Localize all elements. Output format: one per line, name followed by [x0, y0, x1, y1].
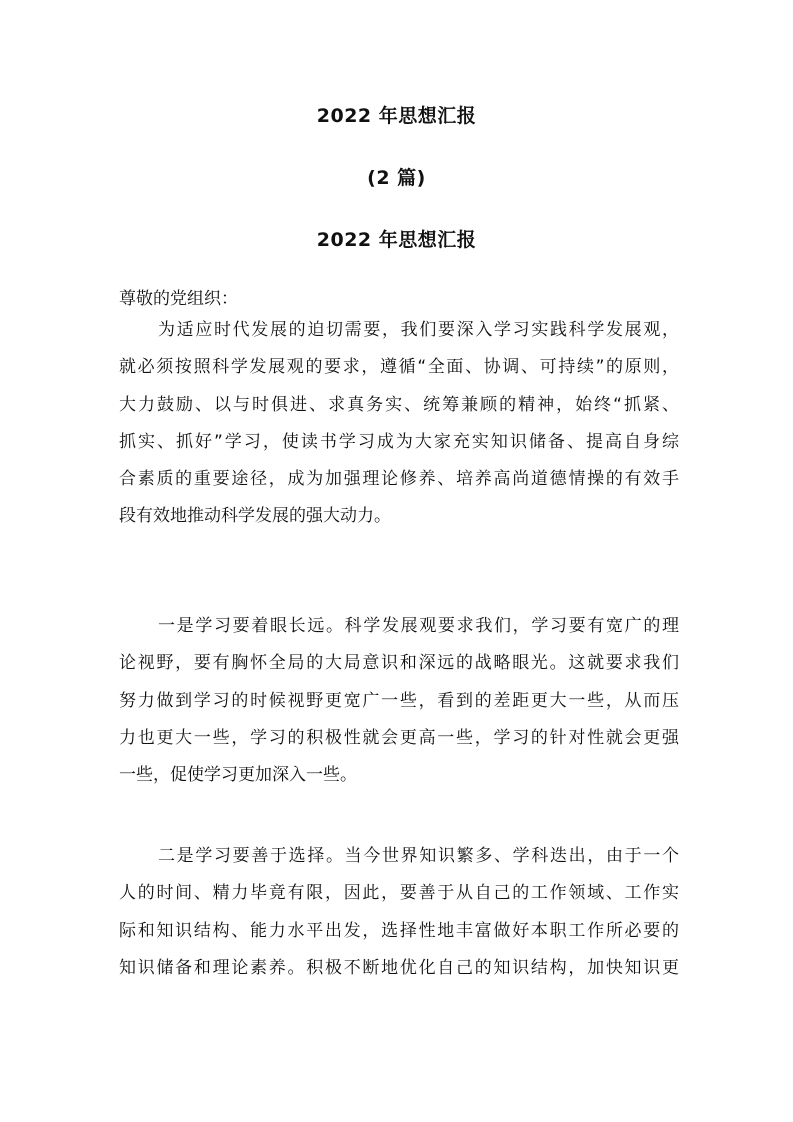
paragraph-line: 二是学习要善于选择。当今世界知识繁多、学科迭出，由于一个 [158, 846, 679, 866]
paragraph-3 [119, 838, 679, 987]
paragraph-line: 人的时间、精力毕竟有限，因此，要善于从自己的工作领域、工作实 [119, 883, 679, 904]
paragraph-line: 努力做到学习的时候视野更宽广一些，看到的差距更大一些，从而压 [119, 690, 679, 711]
document-subtitle: (2 篇) [367, 167, 426, 189]
paragraph-line: 知识储备和理论素养。积极不断地优化自己的知识结构，加快知识更 [119, 957, 679, 978]
paragraph-line: 力也更大一些，学习的积极性就会更高一些，学习的针对性就会更强 [119, 727, 679, 748]
paragraph-line: 论视野，要有胸怀全局的大局意识和深远的战略眼光。这就要求我们 [119, 653, 679, 674]
paragraph-line: 一些，促使学习更加深入一些。 [119, 765, 357, 786]
paragraph-1 [119, 312, 679, 536]
paragraph-line: 一是学习要着眼长远。科学发展观要求我们，学习要有宽广的理 [158, 616, 679, 636]
paragraph-line: 为适应时代发展的迫切需要，我们要深入学习实践科学发展观， [158, 320, 679, 340]
paragraph-line: 就必须按照科学发展观的要求，遵循“全面、协调、可持续”的原则， [119, 357, 679, 378]
paragraph-line: 大力鼓励、以与时俱进、求真务实、统筹兼顾的精神，始终“抓紧、 [119, 394, 679, 415]
salutation: 尊敬的党组织： [119, 289, 238, 309]
paragraph-line: 抓实、抓好”学习，使读书学习成为大家充实知识储备、提高自身综 [119, 431, 679, 452]
paragraph-line: 段有效地推动科学发展的强大动力。 [119, 506, 391, 527]
document-title: 2022 年思想汇报 [316, 105, 477, 127]
paragraph-line: 合素质的重要途径，成为加强理论修养、培养高尚道德情操的有效手 [119, 469, 679, 490]
paragraph-line: 际和知识结构、能力水平出发，选择性地丰富做好本职工作所必要的 [119, 920, 679, 941]
section-title: 2022 年思想汇报 [316, 229, 477, 251]
paragraph-2 [119, 608, 679, 794]
